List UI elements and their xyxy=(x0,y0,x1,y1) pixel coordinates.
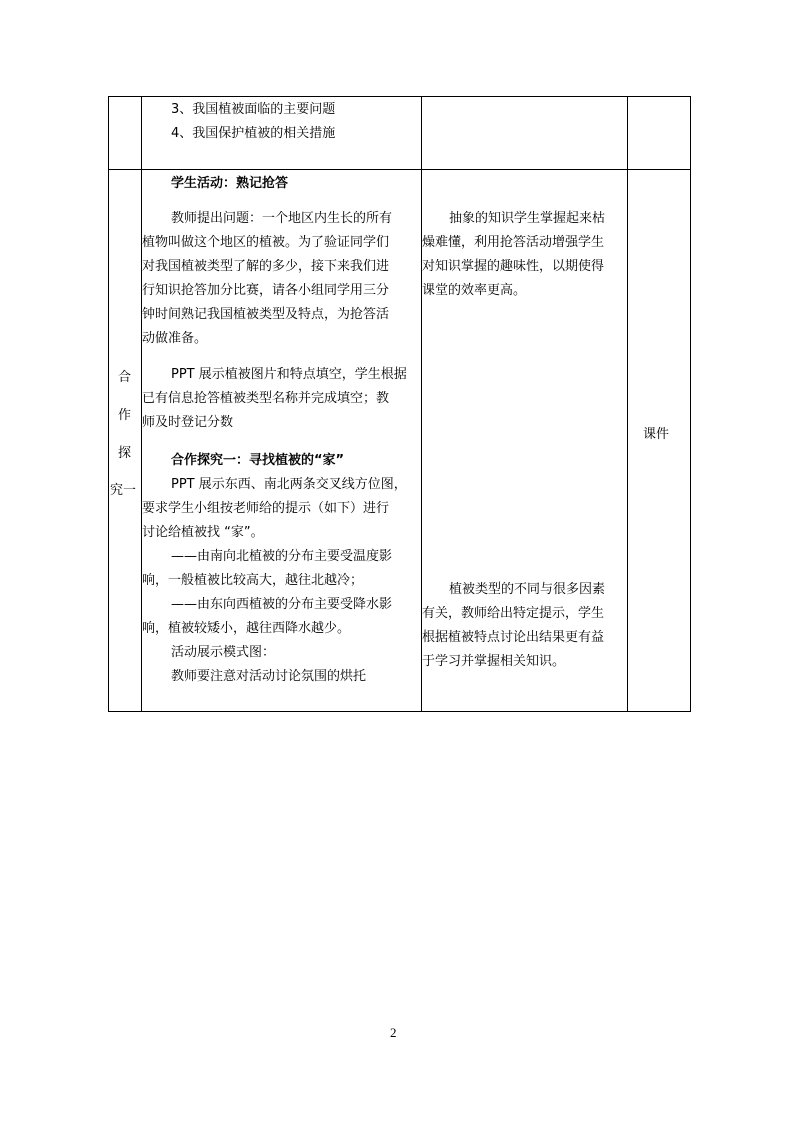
para3-line-2: 要求学生小组按老师给的提示（如下）进行 xyxy=(142,501,390,516)
para3-line-3: 讨论给植被找 “家”。 xyxy=(142,525,264,540)
intent2-line-1: 植被类型的不同与很多因素 xyxy=(449,582,606,597)
intent2-line-2: 有关，教师给出特定提示，学生 xyxy=(422,606,605,621)
table-border-left xyxy=(108,96,109,712)
table-border-top xyxy=(108,96,691,97)
row-divider xyxy=(108,169,691,170)
section-label-char-3: 探 xyxy=(118,446,132,461)
table-border-right xyxy=(690,96,691,712)
row1-line-1: 3、我国植被面临的主要问题 xyxy=(171,102,336,117)
para1-line-6: 动做准备。 xyxy=(142,331,208,346)
para2-line-2: 已有信息抢答植被类型名称并完成填空；教 xyxy=(142,391,390,406)
row1-line-2: 4、我国保护植被的相关措施 xyxy=(171,126,336,141)
section-label-char-2: 作 xyxy=(118,408,132,423)
intent1-line-2: 燥难懂，利用抢答活动增强学生 xyxy=(422,235,605,250)
cooperation-heading: 合作探究一：寻找植被的“家” xyxy=(171,453,345,468)
para3-line-4: ——由南向北植被的分布主要受温度影 xyxy=(171,549,393,564)
section-label-char-4: 究一 xyxy=(110,483,137,498)
lesson-plan-table xyxy=(108,96,691,712)
para1-line-2: 植物叫做这个地区的植被。为了验证同学们 xyxy=(142,235,390,250)
para1-line-1: 教师提出问题：一个地区内生长的所有 xyxy=(171,211,393,226)
resource-label: 课件 xyxy=(643,427,670,442)
intent1-line-1: 抽象的知识学生掌握起来枯 xyxy=(449,211,606,226)
intent2-line-4: 于学习并掌握相关知识。 xyxy=(422,654,566,669)
para3-line-9: 教师要注意对活动讨论氛围的烘托 xyxy=(171,669,367,684)
para2-line-1: PPT 展示植被图片和特点填空，学生根据 xyxy=(171,367,407,382)
para1-line-3: 对我国植被类型了解的多少，接下来我们进 xyxy=(142,259,390,274)
para3-line-7: 响，植被较矮小，越往西降水越少。 xyxy=(142,621,351,636)
table-border-bottom xyxy=(108,711,691,712)
para3-line-6: ——由东向西植被的分布主要受降水影 xyxy=(171,597,393,612)
intent2-line-3: 根据植被特点讨论出结果更有益 xyxy=(422,630,605,645)
activity-heading: 学生活动：熟记抢答 xyxy=(171,176,289,191)
intent1-line-4: 课堂的效率更高。 xyxy=(422,283,527,298)
column-divider-3 xyxy=(627,96,628,712)
para2-line-3: 师及时登记分数 xyxy=(142,415,234,430)
para3-line-8: 活动展示模式图： xyxy=(171,645,276,660)
page-number: 2 xyxy=(390,1025,397,1040)
section-label-char-1: 合 xyxy=(118,370,132,385)
intent1-line-3: 对知识掌握的趣味性，以期使得 xyxy=(422,259,605,274)
para1-line-5: 钟时间熟记我国植被类型及特点，为抢答活 xyxy=(142,307,390,322)
para3-line-5: 响，一般植被比较高大，越往北越冷； xyxy=(142,573,364,588)
para1-line-4: 行知识抢答加分比赛，请各小组同学用三分 xyxy=(142,283,390,298)
para3-line-1: PPT 展示东西、南北两条交叉线方位图， xyxy=(171,477,407,492)
